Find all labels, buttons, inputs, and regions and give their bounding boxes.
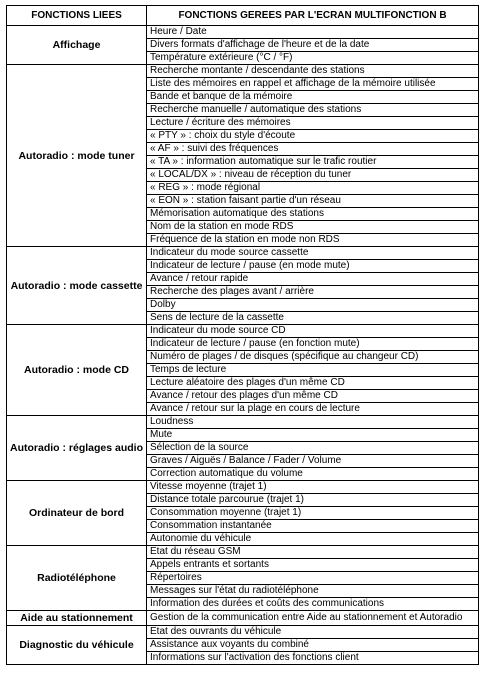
function-cell: « LOCAL/DX » : niveau de réception du tuner bbox=[147, 169, 479, 182]
table-row bbox=[7, 65, 479, 78]
function-cell: Gestion de la communication entre Aide au stationnement et Autoradio bbox=[147, 611, 479, 626]
function-cell: Avance / retour des plages d'un même CD bbox=[147, 390, 479, 403]
function-cell: Distance totale parcourue (trajet 1) bbox=[147, 494, 479, 507]
function-cell: Mémorisation automatique des stations bbox=[147, 208, 479, 221]
function-cell: Bande et banque de la mémoire bbox=[147, 91, 479, 104]
table-row bbox=[7, 416, 479, 429]
function-cell: Consommation instantanée bbox=[147, 520, 479, 533]
function-cell: Nom de la station en mode RDS bbox=[147, 221, 479, 234]
category-cell: Autoradio : mode tuner bbox=[7, 65, 147, 247]
table-row bbox=[7, 26, 479, 39]
function-cell: Indicateur de lecture / pause (en mode mute) bbox=[147, 260, 479, 273]
function-cell: Mute bbox=[147, 429, 479, 442]
function-cell: Répertoires bbox=[147, 572, 479, 585]
function-cell: Correction automatique du volume bbox=[147, 468, 479, 481]
function-cell: Graves / Aiguës / Balance / Fader / Volume bbox=[147, 455, 479, 468]
function-cell: Sélection de la source bbox=[147, 442, 479, 455]
function-cell: Appels entrants et sortants bbox=[147, 559, 479, 572]
function-cell: Divers formats d'affichage de l'heure et de la date bbox=[147, 39, 479, 52]
category-cell: Autoradio : mode cassette bbox=[7, 247, 147, 325]
function-cell: Recherche des plages avant / arrière bbox=[147, 286, 479, 299]
function-cell: Etat du réseau GSM bbox=[147, 546, 479, 559]
category-cell: Radiotéléphone bbox=[7, 546, 147, 611]
function-cell: Consommation moyenne (trajet 1) bbox=[147, 507, 479, 520]
table-row bbox=[7, 626, 479, 639]
function-cell: Lecture / écriture des mémoires bbox=[147, 117, 479, 130]
functions-table-container bbox=[6, 5, 478, 665]
function-cell: Temps de lecture bbox=[147, 364, 479, 377]
function-cell: Recherche manuelle / automatique des stations bbox=[147, 104, 479, 117]
header-managed-functions: FONCTIONS GEREES PAR L'ECRAN MULTIFONCTION B bbox=[147, 6, 479, 26]
function-cell: Avance / retour sur la plage en cours de lecture bbox=[147, 403, 479, 416]
table-row bbox=[7, 325, 479, 338]
table-body bbox=[7, 26, 479, 665]
function-cell: « TA » : information automatique sur le trafic routier bbox=[147, 156, 479, 169]
function-cell: « AF » : suivi des fréquences bbox=[147, 143, 479, 156]
functions-table bbox=[6, 5, 479, 665]
function-cell: Assistance aux voyants du combiné bbox=[147, 639, 479, 652]
function-cell: Température extérieure (°C / °F) bbox=[147, 52, 479, 65]
function-cell: Indicateur du mode source CD bbox=[147, 325, 479, 338]
category-cell: Affichage bbox=[7, 26, 147, 65]
function-cell: « EON » : station faisant partie d'un réseau bbox=[147, 195, 479, 208]
function-cell: Indicateur du mode source cassette bbox=[147, 247, 479, 260]
category-cell: Diagnostic du véhicule bbox=[7, 626, 147, 665]
table-row bbox=[7, 247, 479, 260]
header-linked-functions: FONCTIONS LIEES bbox=[7, 6, 147, 26]
category-cell: Ordinateur de bord bbox=[7, 481, 147, 546]
function-cell: Sens de lecture de la cassette bbox=[147, 312, 479, 325]
function-cell: Dolby bbox=[147, 299, 479, 312]
function-cell: Vitesse moyenne (trajet 1) bbox=[147, 481, 479, 494]
function-cell: Avance / retour rapide bbox=[147, 273, 479, 286]
function-cell: Recherche montante / descendante des stations bbox=[147, 65, 479, 78]
category-cell: Autoradio : mode CD bbox=[7, 325, 147, 416]
function-cell: Liste des mémoires en rappel et affichage de la mémoire utilisée bbox=[147, 78, 479, 91]
table-row bbox=[7, 546, 479, 559]
function-cell: Etat des ouvrants du véhicule bbox=[147, 626, 479, 639]
table-row bbox=[7, 611, 479, 626]
table-row bbox=[7, 481, 479, 494]
category-cell: Aide au stationnement bbox=[7, 611, 147, 626]
function-cell: Numéro de plages / de disques (spécifique au changeur CD) bbox=[147, 351, 479, 364]
category-cell: Autoradio : réglages audio bbox=[7, 416, 147, 481]
function-cell: Lecture aléatoire des plages d'un même CD bbox=[147, 377, 479, 390]
header-row bbox=[7, 6, 479, 26]
function-cell: Fréquence de la station en mode non RDS bbox=[147, 234, 479, 247]
function-cell: « PTY » : choix du style d'écoute bbox=[147, 130, 479, 143]
function-cell: Loudness bbox=[147, 416, 479, 429]
function-cell: « REG » : mode régional bbox=[147, 182, 479, 195]
function-cell: Informations sur l'activation des fonctions client bbox=[147, 652, 479, 665]
function-cell: Information des durées et coûts des communications bbox=[147, 598, 479, 611]
function-cell: Heure / Date bbox=[147, 26, 479, 39]
function-cell: Indicateur de lecture / pause (en fonction mute) bbox=[147, 338, 479, 351]
function-cell: Messages sur l'état du radiotéléphone bbox=[147, 585, 479, 598]
function-cell: Autonomie du véhicule bbox=[147, 533, 479, 546]
